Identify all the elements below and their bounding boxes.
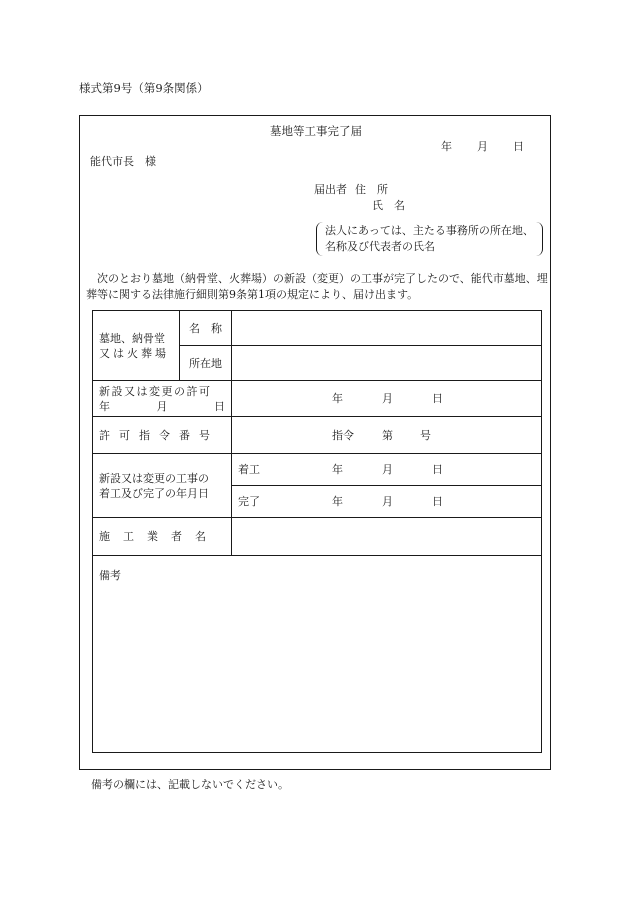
start-label: 着工 — [238, 463, 260, 476]
table-row — [93, 311, 542, 346]
complete-date-field[interactable] — [232, 486, 542, 518]
facility-label-line1: 墓地、納骨堂 — [99, 331, 165, 345]
permit-number-suffix: 号 — [420, 428, 431, 442]
work-dates-label-line1: 新設又は変更の工事の — [99, 471, 209, 485]
corporate-note-line1: 法人にあっては、主たる事務所の所在地、 — [325, 224, 534, 237]
facility-type-label-cell — [93, 311, 180, 381]
permit-number-middle: 第 — [382, 428, 393, 442]
facility-location-label: 所在地 — [180, 346, 232, 381]
name-label: 氏 名 — [372, 199, 405, 212]
corporate-note-line2: 名称及び代表者の氏名 — [325, 240, 435, 253]
permit-date-year: 年 — [332, 392, 343, 405]
date-month-label: 月 — [477, 140, 488, 153]
declaration-text: 次のとおり墓地（納骨堂、火葬場）の新設（変更）の工事が完了したので、能代市墓地、埋葬等に関する法律施行細則第9条第1項の規定により、届け出ます。 — [86, 272, 548, 301]
addressee: 能代市長 様 — [90, 155, 156, 168]
facility-name-field[interactable] — [232, 311, 542, 346]
permit-number-field[interactable] — [232, 417, 542, 454]
table-row — [93, 381, 542, 417]
notes-cell[interactable] — [93, 556, 542, 753]
table-row — [93, 518, 542, 556]
start-year: 年 — [332, 463, 343, 476]
date-year-label: 年 — [441, 140, 452, 153]
complete-day: 日 — [432, 495, 443, 508]
permit-day-label: 日 — [214, 399, 225, 413]
applicant-label: 届出者 — [314, 183, 347, 196]
work-dates-label-line2: 着工及び完了の年月日 — [99, 486, 209, 500]
permit-number-label: 許可指令番号 — [93, 417, 232, 454]
footer-note: 備考の欄には、記載しないでください。 — [91, 778, 289, 791]
start-month: 月 — [382, 463, 393, 476]
permit-number-prefix: 指令 — [332, 428, 354, 442]
address-label: 住 所 — [355, 183, 388, 196]
notes-label: 備考 — [99, 569, 121, 582]
facility-label-line2: 又は火葬場 — [99, 346, 169, 360]
facility-location-field[interactable] — [232, 346, 542, 381]
contractor-label: 施工業者名 — [93, 518, 232, 556]
permit-date-label-line1: 新設又は変更の許可 — [99, 384, 212, 398]
contractor-field[interactable] — [232, 518, 542, 556]
permit-year-label: 年 — [99, 399, 110, 413]
details-table — [92, 310, 542, 753]
permit-date-label-cell — [93, 381, 232, 417]
work-dates-label-cell — [93, 454, 232, 518]
complete-month: 月 — [382, 495, 393, 508]
permit-date-field[interactable] — [232, 381, 542, 417]
date-day-label: 日 — [513, 140, 524, 153]
permit-date-month: 月 — [382, 392, 393, 405]
form-frame — [79, 115, 551, 770]
table-row — [93, 417, 542, 454]
table-row — [93, 454, 542, 486]
complete-year: 年 — [332, 495, 343, 508]
table-row — [93, 556, 542, 753]
facility-name-label: 名 称 — [180, 311, 232, 346]
permit-date-label-line2 — [99, 399, 225, 414]
form-title: 墓地等工事完了届 — [270, 124, 362, 138]
start-date-field[interactable] — [232, 454, 542, 486]
permit-date-day: 日 — [432, 392, 443, 405]
corporate-note-bracket — [316, 222, 543, 256]
permit-month-label: 月 — [156, 399, 168, 413]
complete-label: 完了 — [238, 495, 260, 508]
start-day: 日 — [432, 463, 443, 476]
applicant-address-row — [314, 181, 388, 197]
form-number-label: 様式第9号（第9条関係） — [79, 81, 209, 95]
